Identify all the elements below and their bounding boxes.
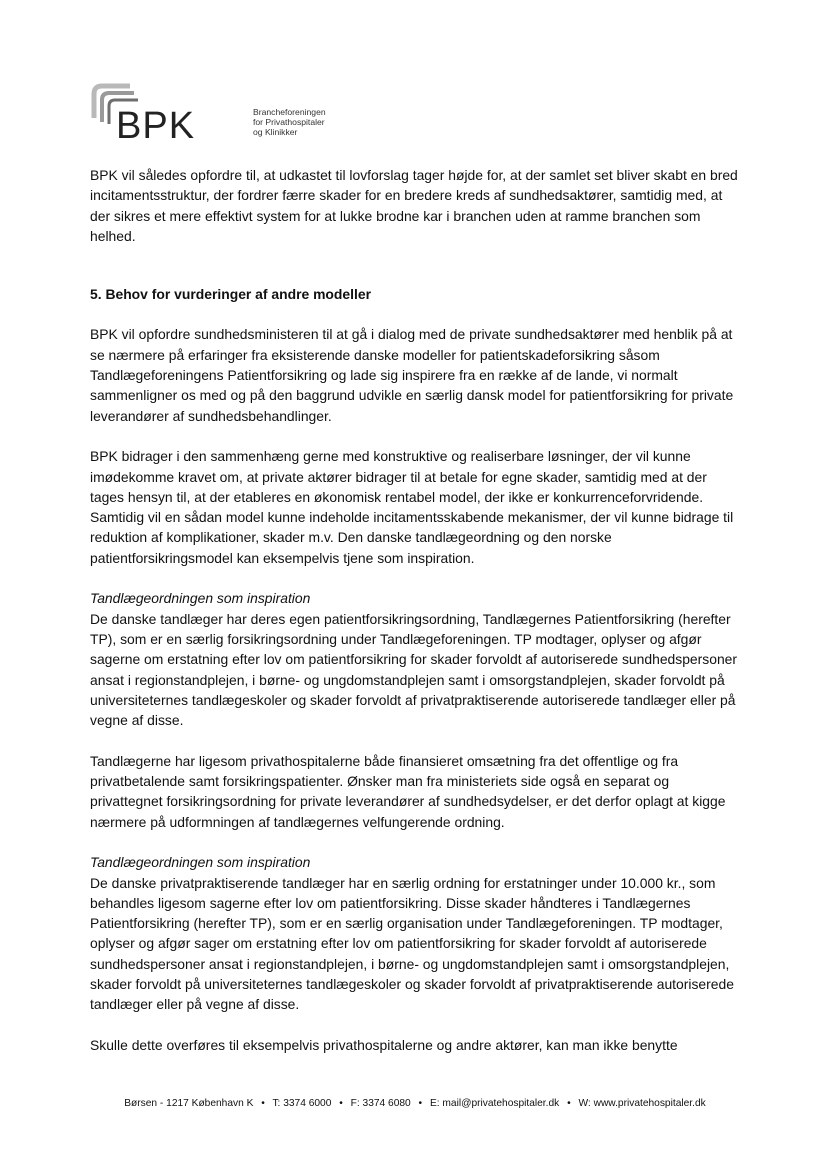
bpk-logo	[90, 82, 326, 144]
footer-email: E: mail@privatehospitaler.dk	[429, 1098, 560, 1109]
footer-phone: T: 3374 6000	[272, 1098, 332, 1109]
paragraph: BPK bidrager i den sammenhæng gerne med konstruktive og realiserbare løsninger, der vil kunne imødekomme kravet om, at private aktører bidrager til at betale for egne skader, samtidig med at der tages hensyn til, at der etableres en økonomisk rentabel model, der ikke er konkurrenceforvridende. Samtidig vil en sådan model kunne indeholde incitamentsskabende mekanismer, der vil kunne bidrage til reduktion af komplikationer, skader m.v. Den danske tandlægeordning og den norske patientforsikringsmodel kan eksempelvis tjene som inspiration.	[90, 448, 734, 566]
bpk-logo-letters: BPK	[116, 105, 196, 144]
footer-separator: •	[567, 1098, 571, 1109]
page-footer	[90, 1098, 740, 1109]
footer-separator: •	[339, 1098, 343, 1109]
section-heading: 5. Behov for vurderinger af andre modeller	[90, 286, 371, 303]
logo-text-line: og Klinikker	[253, 127, 298, 137]
footer-separator: •	[261, 1098, 265, 1109]
footer-separator: •	[418, 1098, 423, 1109]
document-body	[90, 165, 740, 1055]
logo-text-line: Brancheforeningen	[253, 107, 326, 117]
bpk-logo-mark	[90, 82, 250, 144]
footer-fax: F: 3374 6080	[350, 1098, 411, 1109]
paragraph: Tandlægerne har ligesom privathospitalerne både finansieret omsætning fra det offentlige og fra privatbetalende samt forsikringspatienter. Ønsker man fra ministeriets side også en separat og privattegnet forsikringsordning for private leverandører af sundhedsydelser, er det derfor oplagt at kigge nærmere på udformningen af tandlægernes velfungerende ordning.	[90, 752, 726, 830]
footer-address: Børsen - 1217 København K	[124, 1098, 254, 1109]
paragraph: BPK vil således opfordre til, at udkastet til lovforslag tager højde for, at der samlet set bliver skabt en bred incitamentsstruktur, der fordrer færre skader for en bredere kreds af sundhedsaktører, samtidig med, at der sikres et mere effektivt system for at lukke brodne kar i branchen uden at ramme branchen som helhed.	[90, 167, 738, 244]
subsection-heading: Tandlægeordningen som inspiration	[90, 854, 311, 871]
logo-text-line: for Privathospitaler	[253, 117, 325, 127]
footer-website: W: www.privatehospitaler.dk	[578, 1098, 706, 1109]
subsection-heading: Tandlægeordningen som inspiration	[90, 590, 311, 607]
paragraph: BPK vil opfordre sundhedsministeren til at gå i dialog med de private sundhedsaktører med henblik på at se nærmere på erfaringer fra eksisterende danske modeller for patientskadeforsikring såsom Tandlægeforeningens Patientforsikring og lade sig inspirere fra en række af de lande, vi normalt sammenligner os med og på den baggrund udvikle en særlig dansk model for patientforsikring for private leverandører af sundhedsbehandlinger.	[90, 326, 734, 424]
paragraph: De danske tandlæger har deres egen patientforsikringsordning, Tandlægernes Patientforsikring (herefter TP), som er en særlig forsikringsordning under Tandlægeforeningen. TP modtager, oplyser og afgør sagerne om erstatning efter lov om patientforsikring for skader forvoldt af autoriserede sundhedspersoner ansat i regionstandplejen, i børne- og ungdomstandplejen samt i omsorgstandplejen, skader forvoldt på universiteternes tandlægeskoler og skader forvoldt af privatpraktiserende autoriserede tandlæger eller på vegne af disse.	[90, 610, 738, 729]
paragraph: Skulle dette overføres til eksempelvis privathospitalerne og andre aktører, kan man ikke benytte	[90, 1036, 678, 1053]
paragraph: De danske privatpraktiserende tandlæger har en særlig ordning for erstatninger under 10.000 kr., som behandles ligesom sagerne efter lov om patientforsikring. Disse skader håndteres i Tandlægernes Patientforsikring (herefter TP), som er en særlig organisation under Tandlægeforeningen. TP modtager, oplyser og afgør sager om erstatning efter lov om patientforsikring for skader forvoldt af autoriserede sundhedspersoner ansat i regionstandplejen, i børne- og ungdomstandplejen samt i omsorgstandplejen, skader forvoldt på universiteternes tandlægeskoler og skader forvoldt af privatpraktiserende autoriserede tandlæger eller på vegne af disse.	[90, 874, 734, 1013]
